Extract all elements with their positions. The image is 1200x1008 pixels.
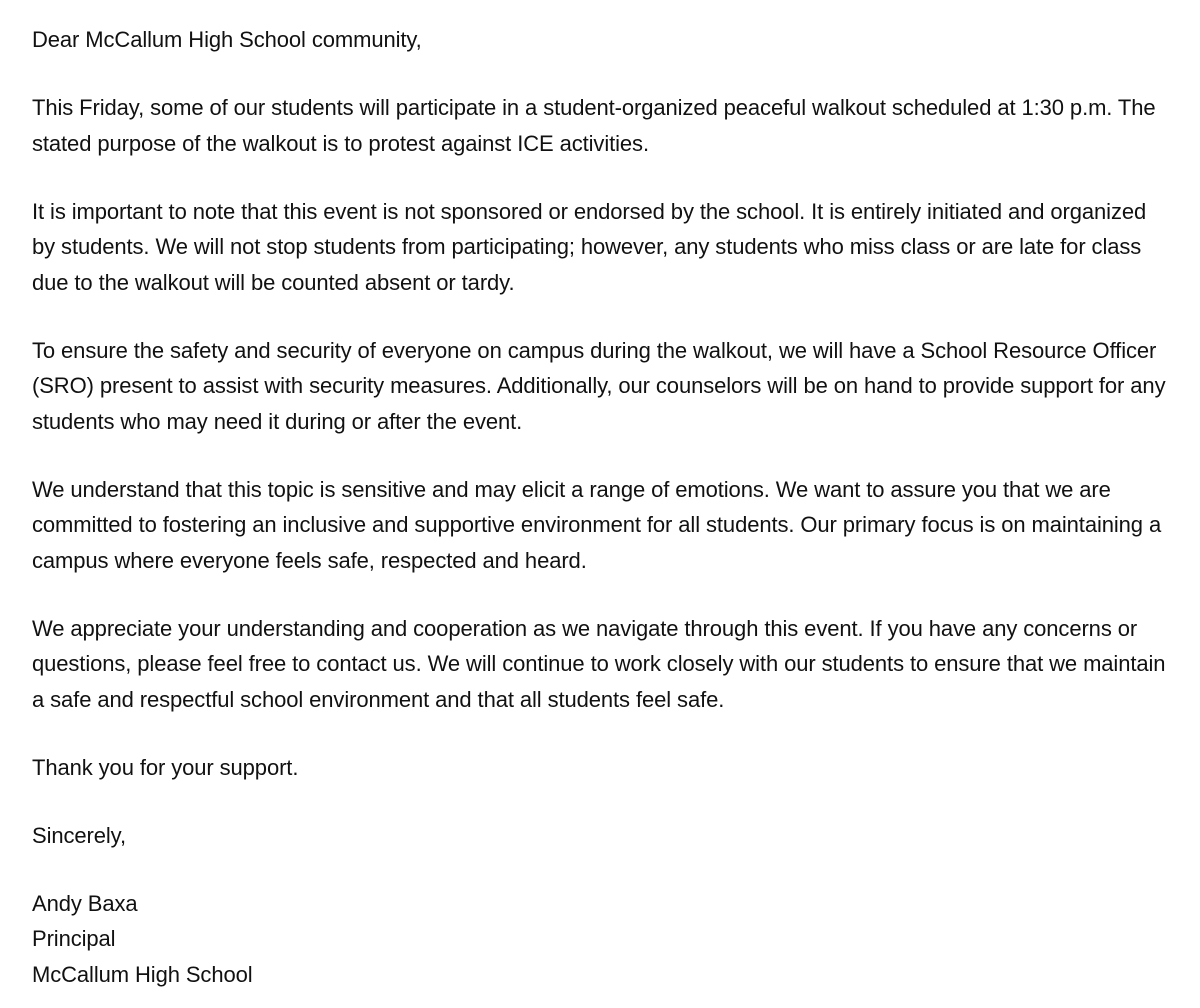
signature-school: McCallum High School — [32, 961, 253, 987]
signature-block — [32, 886, 1174, 993]
letter-closing: Sincerely, — [32, 822, 126, 848]
letter-greeting: Dear McCallum High School community, — [32, 27, 422, 52]
signature-name: Andy Baxa — [32, 890, 138, 916]
signature-title: Principal — [32, 926, 116, 951]
letter-paragraph-contact: We appreciate your understanding and cooperation as we navigate through this event. If you have any concerns or questions, please feel free to contact us. We will continue to work closely with our students to ensure that we maintain a safe and respectful school environment and that all students feel safe. — [32, 615, 1166, 712]
letter-paragraph-attendance: It is important to note that this event is not sponsored or endorsed by the school. It is entirely initiated and organized by students. We will not stop students from participating; however, any students who miss class or are late for class due to the walkout will be counted absent or tardy. — [32, 198, 1147, 295]
letter-paragraph-safety: To ensure the safety and security of everyone on campus during the walkout, we will have a School Resource Officer (SRO) present to assist with security measures. Additionally, our counselors will be on hand to provide support for any students who may need it during or after the event. — [32, 337, 1166, 434]
letter-paragraph-walkout: This Friday, some of our students will participate in a student-organized peaceful walkout scheduled at 1:30 p.m. The stated purpose of the walkout is to protest against ICE activities. — [32, 95, 1156, 156]
letter-paragraph-inclusion: We understand that this topic is sensitive and may elicit a range of emotions. We want to assure you that we are committed to fostering an inclusive and supportive environment for all students. Our primary focus is on maintaining a campus where everyone feels safe, respected and heard. — [32, 476, 1162, 573]
letter-thanks: Thank you for your support. — [32, 754, 299, 780]
